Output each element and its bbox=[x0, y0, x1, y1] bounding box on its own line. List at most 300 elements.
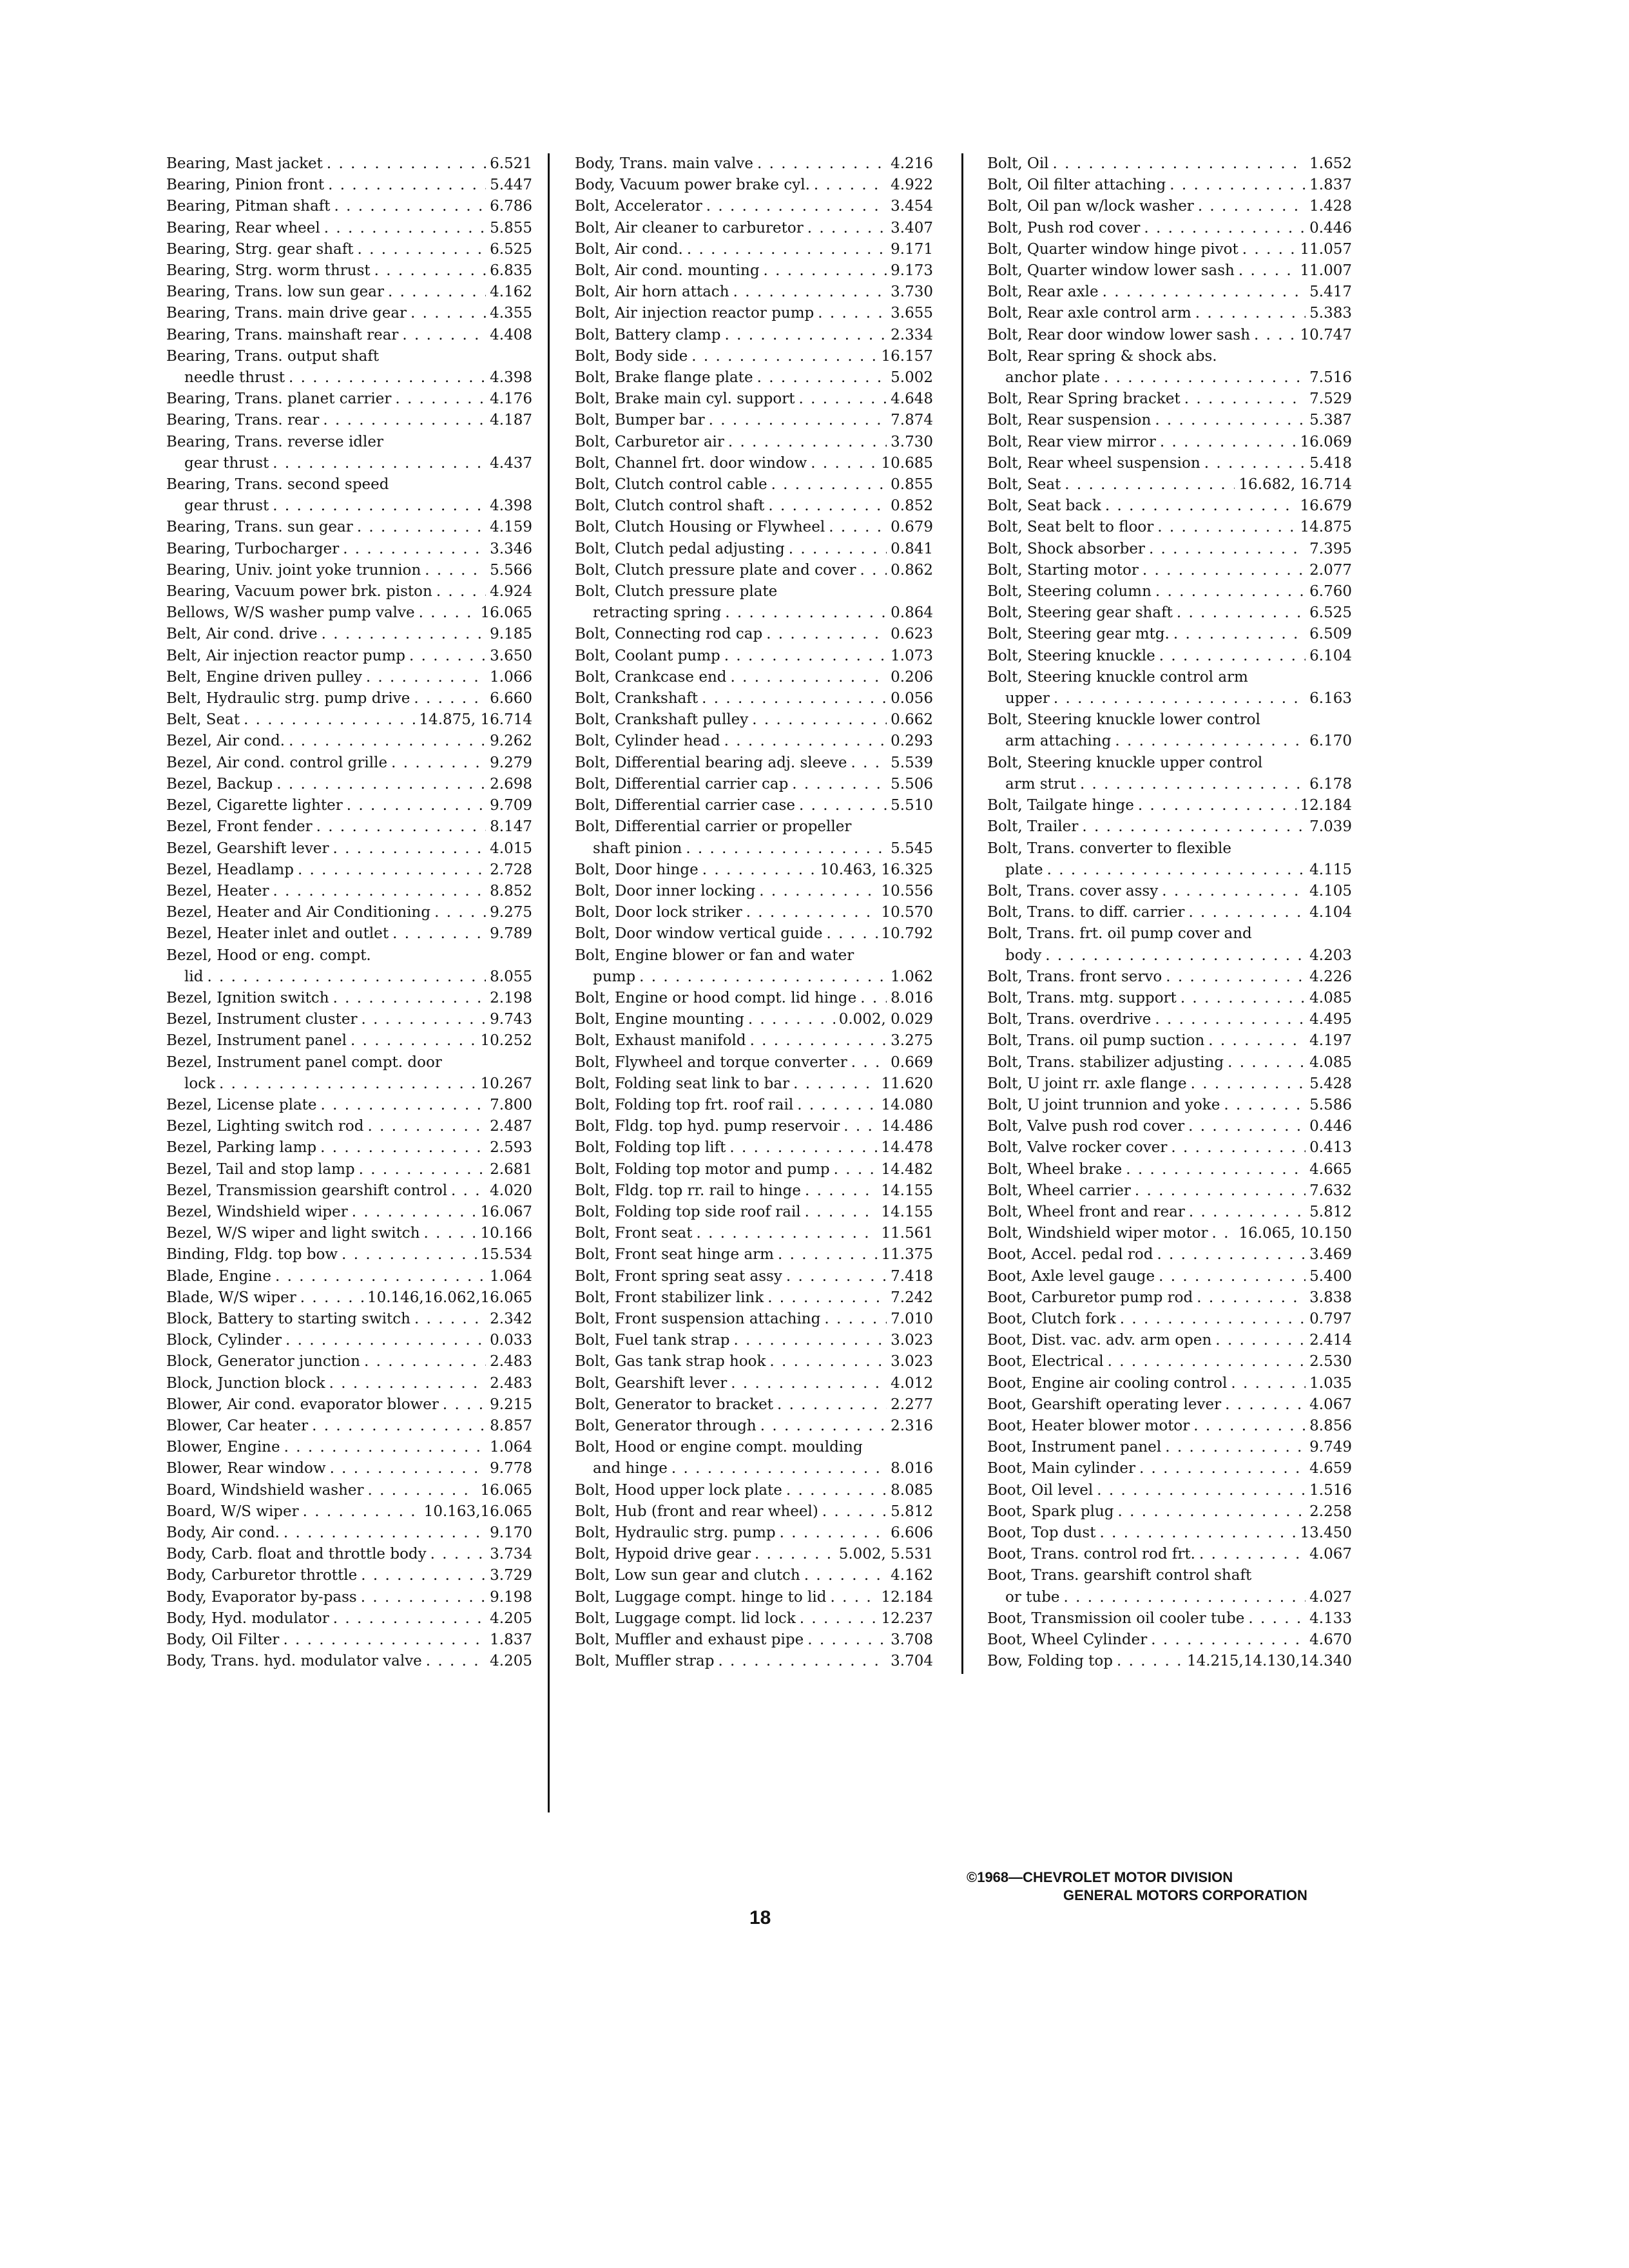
index-entry bbox=[987, 1351, 1352, 1372]
entry-name: Boot, Heater blower motor bbox=[987, 1417, 1190, 1434]
entry-reference-number: 10.685 bbox=[881, 454, 933, 472]
index-entry bbox=[575, 1309, 933, 1330]
dot-leader bbox=[686, 838, 887, 860]
index-entry bbox=[166, 709, 532, 731]
entry-reference-number: 3.734 bbox=[490, 1546, 532, 1563]
index-entry bbox=[987, 624, 1352, 645]
dot-leader bbox=[219, 1073, 476, 1095]
entry-name: Bolt, Rear axle control arm bbox=[987, 305, 1191, 322]
entry-name: Bolt, Valve rocker cover bbox=[987, 1139, 1168, 1157]
index-entry bbox=[166, 1480, 532, 1501]
index-entry bbox=[987, 453, 1352, 474]
entry-reference-number: 4.670 bbox=[1309, 1631, 1352, 1649]
index-entry bbox=[987, 838, 1352, 860]
entry-reference-number: 8.856 bbox=[1309, 1417, 1352, 1434]
entry-reference-number: 2.483 bbox=[490, 1353, 532, 1370]
entry-reference-number: 4.205 bbox=[490, 1610, 532, 1627]
entry-reference-number: 0.797 bbox=[1309, 1310, 1352, 1327]
entry-name: Bolt, Low sun gear and clutch bbox=[575, 1567, 800, 1584]
entry-reference-number: 3.469 bbox=[1309, 1246, 1352, 1264]
index-entry bbox=[575, 624, 933, 645]
entry-name: Bolt, Clutch pedal adjusting bbox=[575, 540, 785, 557]
entry-reference-number: 12.237 bbox=[881, 1610, 933, 1627]
dot-leader bbox=[285, 1330, 486, 1351]
entry-reference-number: 2.258 bbox=[1309, 1503, 1352, 1520]
dot-leader bbox=[851, 1052, 887, 1073]
entry-name: Bolt, Shock absorber bbox=[987, 540, 1145, 557]
index-entry bbox=[166, 1223, 532, 1244]
entry-name: Bolt, Body side bbox=[575, 347, 688, 365]
index-entry bbox=[987, 1202, 1352, 1223]
index-entry bbox=[575, 1095, 933, 1116]
entry-name: Bolt, Fldg. top hyd. pump reservoir bbox=[575, 1118, 840, 1135]
index-entry bbox=[575, 517, 933, 538]
entry-name: Bolt, Seat back bbox=[987, 497, 1101, 515]
entry-name: plate bbox=[1005, 861, 1043, 878]
index-entry bbox=[166, 1116, 532, 1137]
index-entry bbox=[166, 1180, 532, 1202]
dot-leader bbox=[687, 239, 887, 260]
entry-reference-number: 14.215,14.130,14.340 bbox=[1186, 1653, 1352, 1670]
index-entry bbox=[166, 923, 532, 945]
entry-reference-number: 16.065 bbox=[480, 604, 532, 622]
index-entry bbox=[166, 1351, 532, 1372]
entry-name: Bolt, Generator to bracket bbox=[575, 1396, 773, 1413]
entry-reference-number: 4.205 bbox=[490, 1653, 532, 1670]
entry-name: Bolt, Quarter window lower sash bbox=[987, 262, 1235, 280]
dot-leader bbox=[1155, 1009, 1306, 1030]
entry-reference-number: 3.275 bbox=[891, 1032, 933, 1050]
dot-leader bbox=[1120, 1309, 1306, 1330]
index-entry bbox=[987, 646, 1352, 667]
dot-leader bbox=[824, 1309, 887, 1330]
dot-leader bbox=[1159, 646, 1306, 667]
index-entry bbox=[575, 646, 933, 667]
entry-reference-number: 13.450 bbox=[1300, 1524, 1352, 1541]
dot-leader bbox=[425, 560, 486, 581]
entry-name: Bolt, Folding top side roof rail bbox=[575, 1203, 801, 1220]
entry-reference-number: 7.874 bbox=[891, 412, 933, 429]
index-entry bbox=[987, 816, 1352, 838]
entry-reference-number: 4.398 bbox=[490, 497, 532, 515]
index-entry bbox=[166, 624, 532, 645]
entry-reference-number: 0.446 bbox=[1309, 219, 1352, 236]
entry-name: Bolt, Steering knuckle lower control bbox=[987, 711, 1260, 729]
entry-reference-number: 3.838 bbox=[1309, 1289, 1352, 1306]
dot-leader bbox=[352, 1202, 477, 1223]
dot-leader bbox=[702, 860, 816, 881]
entry-reference-number: 16.065 bbox=[480, 1481, 532, 1499]
entry-name: Boot, Axle level gauge bbox=[987, 1267, 1155, 1285]
entry-name: lid bbox=[184, 968, 204, 985]
dot-leader bbox=[1065, 474, 1235, 495]
entry-name: Bezel, Instrument panel bbox=[166, 1032, 347, 1050]
dot-leader bbox=[724, 731, 887, 752]
index-entry bbox=[575, 539, 933, 560]
dot-leader bbox=[1054, 688, 1306, 709]
index-entry bbox=[166, 816, 532, 838]
dot-leader bbox=[322, 624, 487, 645]
index-entry bbox=[987, 1030, 1352, 1052]
index-entry bbox=[166, 646, 532, 667]
entry-reference-number: 14.875, 16.714 bbox=[419, 711, 532, 729]
entry-name: Bolt, Starting motor bbox=[987, 561, 1139, 579]
dot-leader bbox=[778, 1244, 878, 1265]
index-entry bbox=[166, 153, 532, 175]
entry-reference-number: 3.704 bbox=[891, 1653, 933, 1670]
entry-reference-number: 4.197 bbox=[1309, 1032, 1352, 1050]
entry-reference-number: 6.521 bbox=[490, 155, 532, 172]
index-entry bbox=[166, 560, 532, 581]
dot-leader bbox=[323, 410, 486, 431]
entry-name: Bolt, Accelerator bbox=[575, 198, 702, 215]
entry-name: Bolt, Clutch pressure plate bbox=[575, 583, 778, 601]
entry-name: Board, W/S wiper bbox=[166, 1503, 299, 1520]
index-entry bbox=[166, 1309, 532, 1330]
entry-reference-number: 6.786 bbox=[490, 198, 532, 215]
entry-name: Block, Generator junction bbox=[166, 1353, 360, 1370]
entry-name: Bolt, Muffler strap bbox=[575, 1653, 715, 1670]
entry-reference-number: 4.015 bbox=[490, 840, 532, 857]
index-entry bbox=[987, 1330, 1352, 1351]
entry-reference-number: 4.398 bbox=[490, 369, 532, 387]
dot-leader bbox=[768, 495, 887, 517]
dot-leader bbox=[1099, 1523, 1296, 1544]
index-column-2 bbox=[575, 153, 933, 1672]
dot-leader bbox=[1155, 581, 1306, 602]
index-entry bbox=[987, 1287, 1352, 1309]
entry-name: Bolt, Coolant pump bbox=[575, 647, 720, 664]
entry-reference-number: 0.855 bbox=[891, 476, 933, 494]
entry-reference-number: 10.267 bbox=[480, 1075, 532, 1092]
entry-reference-number: 9.743 bbox=[490, 1011, 532, 1028]
index-entry bbox=[575, 1009, 933, 1030]
entry-reference-number: 0.864 bbox=[891, 604, 933, 622]
dot-leader bbox=[843, 1116, 877, 1137]
entry-reference-number: 14.482 bbox=[881, 1160, 933, 1178]
entry-reference-number: 9.171 bbox=[891, 240, 933, 258]
entry-name: Boot, Trans. control rod frt. bbox=[987, 1546, 1195, 1563]
entry-name: Body, Air cond. bbox=[166, 1524, 280, 1541]
entry-name: Bolt, Differential carrier or propeller bbox=[575, 818, 852, 836]
dot-leader bbox=[1142, 560, 1306, 581]
dot-leader bbox=[1224, 1095, 1306, 1116]
index-entry bbox=[987, 474, 1352, 495]
index-entry bbox=[575, 1266, 933, 1287]
index-entry bbox=[166, 1009, 532, 1030]
entry-reference-number: 1.064 bbox=[490, 1439, 532, 1456]
dot-leader bbox=[1104, 367, 1306, 389]
entry-reference-number: 15.534 bbox=[480, 1246, 532, 1264]
index-entry bbox=[166, 795, 532, 816]
entry-reference-number: 16.157 bbox=[881, 347, 933, 365]
index-entry bbox=[166, 602, 532, 624]
dot-leader bbox=[746, 902, 878, 923]
dot-leader bbox=[320, 1137, 486, 1158]
entry-name: Bearing, Trans. mainshaft rear bbox=[166, 326, 399, 343]
entry-name: Bolt, Crankcase end bbox=[575, 668, 727, 686]
index-entry bbox=[575, 1565, 933, 1586]
index-entry bbox=[987, 1009, 1352, 1030]
entry-reference-number: 5.855 bbox=[490, 219, 532, 236]
copyright-block bbox=[967, 1869, 1307, 1905]
index-entry bbox=[987, 239, 1352, 260]
dot-leader bbox=[1082, 816, 1306, 838]
entry-name: Boot, Trans. gearshift control shaft bbox=[987, 1567, 1252, 1584]
entry-reference-number: 4.133 bbox=[1309, 1610, 1352, 1627]
index-entry bbox=[166, 988, 532, 1009]
entry-name: Bearing, Trans. second speed bbox=[166, 476, 389, 494]
entry-name: pump bbox=[593, 968, 636, 985]
entry-reference-number: 0.623 bbox=[891, 626, 933, 643]
index-entry bbox=[166, 945, 532, 966]
index-entry bbox=[987, 389, 1352, 410]
index-entry bbox=[166, 753, 532, 774]
index-entry bbox=[575, 1330, 933, 1351]
entry-reference-number: 3.454 bbox=[891, 198, 933, 215]
entry-name: Blower, Car heater bbox=[166, 1417, 309, 1434]
entry-reference-number: 16.069 bbox=[1300, 433, 1352, 450]
entry-name: Bolt, Seat belt to floor bbox=[987, 519, 1154, 536]
entry-name: Bezel, Instrument cluster bbox=[166, 1011, 358, 1028]
index-entry bbox=[575, 1116, 933, 1137]
index-entry bbox=[166, 1565, 532, 1586]
dot-leader bbox=[789, 539, 887, 560]
entry-name: Bearing, Pinion front bbox=[166, 177, 325, 194]
dot-leader bbox=[725, 602, 887, 624]
dot-leader bbox=[718, 1651, 887, 1672]
index-entry bbox=[166, 1501, 532, 1523]
entry-name: shaft pinion bbox=[593, 840, 682, 857]
entry-name: or tube bbox=[1005, 1588, 1060, 1606]
entry-name: Block, Cylinder bbox=[166, 1332, 282, 1349]
entry-name: Boot, Wheel Cylinder bbox=[987, 1631, 1148, 1649]
entry-name: Bolt, Gas tank strap hook bbox=[575, 1353, 766, 1370]
entry-reference-number: 9.275 bbox=[490, 904, 532, 921]
dot-leader bbox=[1105, 495, 1296, 517]
dot-leader bbox=[786, 1266, 887, 1287]
index-entry bbox=[987, 1480, 1352, 1501]
column-divider-1 bbox=[548, 153, 550, 1812]
dot-leader bbox=[334, 196, 487, 217]
dot-leader bbox=[1064, 1587, 1306, 1608]
entry-name: Bolt, Air injection reactor pump bbox=[575, 305, 815, 322]
entry-reference-number: 0.841 bbox=[891, 540, 933, 557]
entry-name: Bezel, Hood or eng. compt. bbox=[166, 947, 371, 964]
dot-leader bbox=[364, 1351, 486, 1372]
dot-leader bbox=[1080, 774, 1306, 795]
index-entry bbox=[575, 667, 933, 688]
entry-name: Bolt, Clutch control shaft bbox=[575, 497, 765, 515]
entry-name: Boot, Electrical bbox=[987, 1353, 1104, 1370]
index-entry bbox=[575, 1480, 933, 1501]
entry-name: Bolt, Folding top frt. roof rail bbox=[575, 1096, 794, 1113]
dot-leader bbox=[702, 688, 887, 709]
entry-reference-number: 3.708 bbox=[891, 1631, 933, 1649]
index-entry bbox=[575, 1608, 933, 1629]
index-entry bbox=[987, 1608, 1352, 1629]
entry-name: Bolt, Rear suspension bbox=[987, 412, 1152, 429]
entry-reference-number: 9.709 bbox=[490, 797, 532, 814]
entry-reference-number: 2.077 bbox=[1309, 561, 1352, 579]
index-entry bbox=[166, 260, 532, 282]
entry-reference-number: 2.334 bbox=[891, 326, 933, 343]
index-entry bbox=[575, 389, 933, 410]
index-entry bbox=[166, 1587, 532, 1608]
entry-name: Bolt, Clutch control cable bbox=[575, 476, 767, 494]
dot-leader bbox=[1047, 860, 1306, 881]
dot-leader bbox=[1225, 1394, 1306, 1416]
entry-name: Bolt, Air cond. mounting bbox=[575, 262, 760, 280]
index-entry bbox=[166, 303, 532, 324]
entry-name: Bolt, Door hinge bbox=[575, 861, 699, 878]
index-entry bbox=[166, 1394, 532, 1416]
entry-name: Bearing, Trans. rear bbox=[166, 412, 320, 429]
entry-name: Bolt, Quarter window hinge pivot bbox=[987, 240, 1239, 258]
entry-name: Bearing, Strg. gear shaft bbox=[166, 240, 354, 258]
entry-name: Bolt, Front spring seat assy bbox=[575, 1267, 782, 1285]
dot-leader bbox=[1173, 624, 1306, 645]
index-entry bbox=[575, 1458, 933, 1479]
dot-leader bbox=[321, 1095, 487, 1116]
index-entry bbox=[987, 1437, 1352, 1458]
index-entry bbox=[987, 988, 1352, 1009]
column-divider-2 bbox=[961, 153, 963, 1674]
index-entry bbox=[575, 175, 933, 196]
index-entry bbox=[987, 517, 1352, 538]
entry-reference-number: 1.837 bbox=[1309, 177, 1352, 194]
index-entry bbox=[987, 602, 1352, 624]
entry-name: Bolt, Trans. stabilizer adjusting bbox=[987, 1053, 1224, 1071]
entry-reference-number: 4.104 bbox=[1309, 904, 1352, 921]
entry-reference-number: 0.679 bbox=[891, 519, 933, 536]
dot-leader bbox=[1115, 731, 1306, 752]
entry-name: Bolt, Brake main cyl. support bbox=[575, 390, 795, 408]
entry-name: Bolt, Brake flange plate bbox=[575, 369, 753, 387]
index-entry bbox=[987, 1458, 1352, 1479]
entry-name: Block, Battery to starting switch bbox=[166, 1310, 410, 1327]
entry-name: body bbox=[1005, 947, 1042, 964]
entry-reference-number: 6.525 bbox=[1309, 604, 1352, 622]
dot-leader bbox=[1053, 153, 1306, 175]
dot-leader bbox=[300, 1287, 363, 1309]
index-entry bbox=[166, 1330, 532, 1351]
index-entry bbox=[575, 838, 933, 860]
index-entry bbox=[987, 1565, 1352, 1586]
entry-name: Bezel, Parking lamp bbox=[166, 1139, 317, 1157]
dot-leader bbox=[1117, 1651, 1183, 1672]
entry-name: Bearing, Turbocharger bbox=[166, 540, 340, 557]
dot-leader bbox=[1193, 1416, 1306, 1437]
index-entry bbox=[987, 346, 1352, 367]
entry-reference-number: 7.529 bbox=[1309, 390, 1352, 408]
entry-name: Bolt, Windshield wiper motor bbox=[987, 1225, 1208, 1242]
dot-leader bbox=[792, 774, 887, 795]
entry-name: Block, Junction block bbox=[166, 1374, 325, 1392]
index-entry bbox=[575, 1544, 933, 1565]
entry-name: Bolt, Wheel brake bbox=[987, 1160, 1123, 1178]
entry-name: Bolt, Front seat hinge arm bbox=[575, 1246, 774, 1264]
entry-reference-number: 1.066 bbox=[490, 668, 532, 686]
entry-reference-number: 1.064 bbox=[490, 1267, 532, 1285]
dot-leader bbox=[822, 1501, 887, 1523]
index-entry bbox=[166, 1137, 532, 1158]
entry-reference-number: 1.428 bbox=[1309, 198, 1352, 215]
entry-name: Bearing, Rear wheel bbox=[166, 219, 320, 236]
entry-name: Bearing, Pitman shaft bbox=[166, 198, 331, 215]
dot-leader bbox=[769, 1351, 887, 1372]
entry-reference-number: 16.067 bbox=[480, 1203, 532, 1220]
entry-name: anchor plate bbox=[1005, 369, 1101, 387]
entry-reference-number: 4.648 bbox=[891, 390, 933, 408]
dot-leader bbox=[275, 1266, 486, 1287]
dot-leader bbox=[1239, 260, 1296, 282]
entry-reference-number: 7.010 bbox=[891, 1310, 933, 1327]
entry-reference-number: 9.749 bbox=[1309, 1439, 1352, 1456]
dot-leader bbox=[1135, 1180, 1306, 1202]
dot-leader bbox=[639, 966, 887, 988]
entry-reference-number: 9.198 bbox=[490, 1588, 532, 1606]
entry-name: Bolt, Carburetor air bbox=[575, 433, 724, 450]
entry-name: Bearing, Trans. planet carrier bbox=[166, 390, 392, 408]
dot-leader bbox=[1166, 966, 1306, 988]
entry-reference-number: 2.698 bbox=[490, 775, 532, 793]
index-entry bbox=[166, 966, 532, 988]
copyright-line-2: GENERAL MOTORS CORPORATION bbox=[1063, 1887, 1307, 1903]
entry-name: Bolt, Cylinder head bbox=[575, 733, 720, 750]
entry-name: Bolt, Door inner locking bbox=[575, 882, 756, 899]
entry-name: Boot, Carburetor pump rod bbox=[987, 1289, 1193, 1306]
index-entry bbox=[166, 410, 532, 431]
entry-name: Bolt, Seat bbox=[987, 476, 1061, 494]
entry-name: Bezel, Gearshift lever bbox=[166, 840, 329, 857]
dot-leader bbox=[818, 303, 887, 324]
dot-leader bbox=[807, 218, 887, 239]
index-entry bbox=[987, 1309, 1352, 1330]
entry-reference-number: 4.495 bbox=[1309, 1011, 1352, 1028]
entry-reference-number: 5.566 bbox=[490, 561, 532, 579]
index-entry bbox=[575, 1437, 933, 1458]
index-entry bbox=[166, 860, 532, 881]
index-entry bbox=[987, 175, 1352, 196]
entry-reference-number: 4.027 bbox=[1309, 1588, 1352, 1606]
entry-name: Body, Trans. hyd. modulator valve bbox=[166, 1653, 422, 1670]
index-entry bbox=[575, 410, 933, 431]
index-entry bbox=[987, 1523, 1352, 1544]
dot-leader bbox=[1097, 1480, 1306, 1501]
index-entry bbox=[166, 346, 532, 367]
entry-name: Bolt, U joint rr. axle flange bbox=[987, 1075, 1187, 1092]
entry-name: Bolt, Door window vertical guide bbox=[575, 925, 823, 943]
dot-leader bbox=[814, 175, 887, 196]
dot-leader bbox=[359, 1159, 487, 1180]
index-entry bbox=[575, 474, 933, 495]
dot-leader bbox=[1212, 1223, 1235, 1244]
dot-leader bbox=[1126, 1159, 1306, 1180]
index-entry bbox=[166, 1202, 532, 1223]
entry-reference-number: 11.620 bbox=[881, 1075, 933, 1092]
entry-name: Bolt, Air cond. bbox=[575, 240, 683, 258]
dot-leader bbox=[1108, 1351, 1306, 1372]
index-entry bbox=[575, 1351, 933, 1372]
dot-leader bbox=[767, 1287, 887, 1309]
entry-name: Bolt, Door lock striker bbox=[575, 904, 742, 921]
entry-reference-number: 8.055 bbox=[490, 968, 532, 985]
entry-reference-number: 8.016 bbox=[891, 989, 933, 1006]
entry-reference-number: 6.104 bbox=[1309, 647, 1352, 664]
entry-name: Bolt, Crankshaft pulley bbox=[575, 711, 749, 729]
entry-reference-number: 5.510 bbox=[891, 797, 933, 814]
